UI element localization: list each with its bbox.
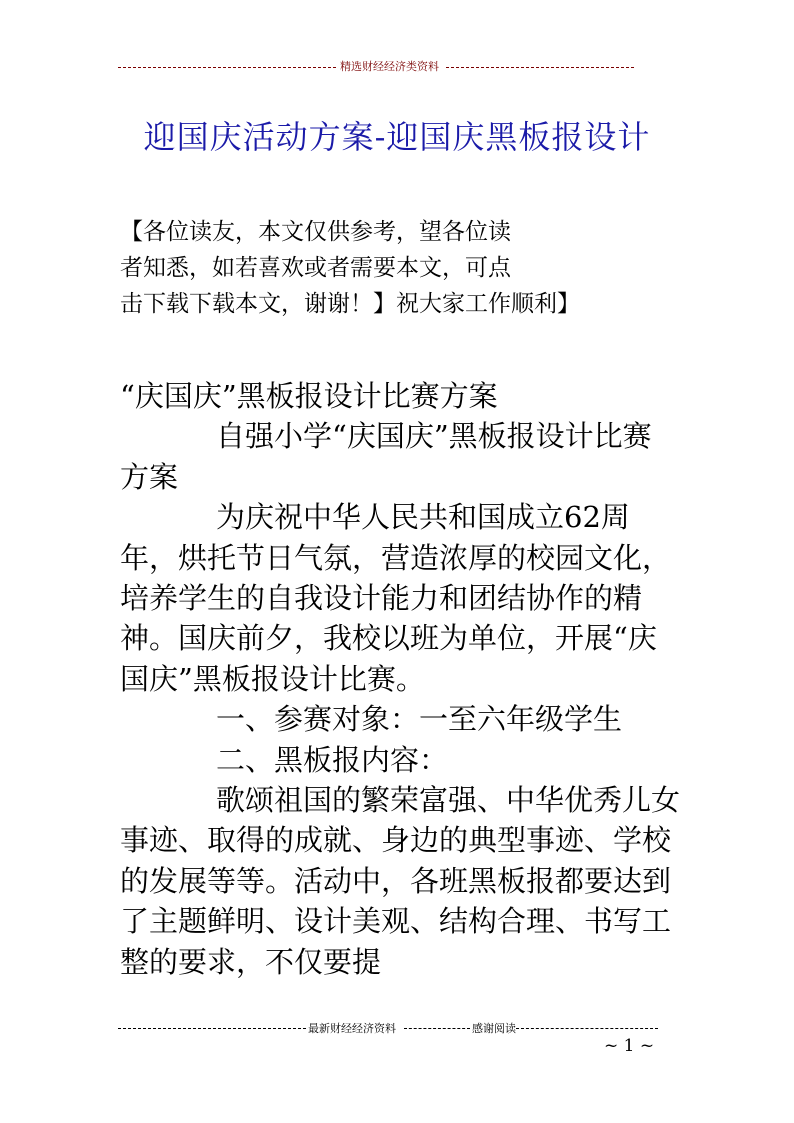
- intro-paragraph: 为庆祝中华人民共和国成立62周年，烘托节日气氛，营造浓厚的校园文化，培养学生的自我设计能力和团结协作的精神。国庆前夕，我校以班为单位，开展“庆国庆”黑板报设计比赛。: [120, 500, 672, 696]
- document-body: [120, 376, 680, 982]
- header-label: 精选财经经济类资料: [340, 60, 439, 73]
- content-heading-item: 二、黑板报内容：: [216, 742, 449, 777]
- header-divider-left: [118, 67, 336, 68]
- footer-divider: [516, 1028, 658, 1029]
- footer-divider: [404, 1028, 470, 1029]
- footer-divider: [118, 1028, 306, 1029]
- page-number: ~ 1 ~: [604, 1036, 655, 1056]
- header-divider-right: [446, 67, 634, 68]
- section-heading: “庆国庆”黑板报设计比赛方案: [120, 379, 498, 413]
- footer-label: 最新财经经济资料: [308, 1022, 396, 1035]
- notice-line: 者知悉，如若喜欢或者需要本文，可点: [120, 255, 511, 281]
- notice-line: 击下载下载本文，谢谢！】祝大家工作顺利】: [120, 291, 580, 317]
- document-title: 迎国庆活动方案-迎国庆黑板报设计: [143, 118, 651, 156]
- participants-item: 一、参赛对象：一至六年级学生: [216, 702, 623, 737]
- notice-line: 【各位读友，本文仅供参考，望各位读: [120, 219, 511, 245]
- content-paragraph: 歌颂祖国的繁荣富强、中华优秀儿女事迹、取得的成就、身边的典型事迹、学校的发展等等。活动中，各班黑板报都要达到了主题鲜明、设计美观、结构合理、书写工整的要求，不仅要提: [120, 783, 681, 979]
- school-plan-heading: 自强小学“庆国庆”黑板报设计比赛方案: [120, 419, 652, 494]
- footer-thanks-label: 感谢阅读: [472, 1022, 516, 1035]
- page-header: [118, 58, 634, 74]
- page-footer: [118, 1020, 658, 1036]
- reader-notice: [120, 214, 640, 322]
